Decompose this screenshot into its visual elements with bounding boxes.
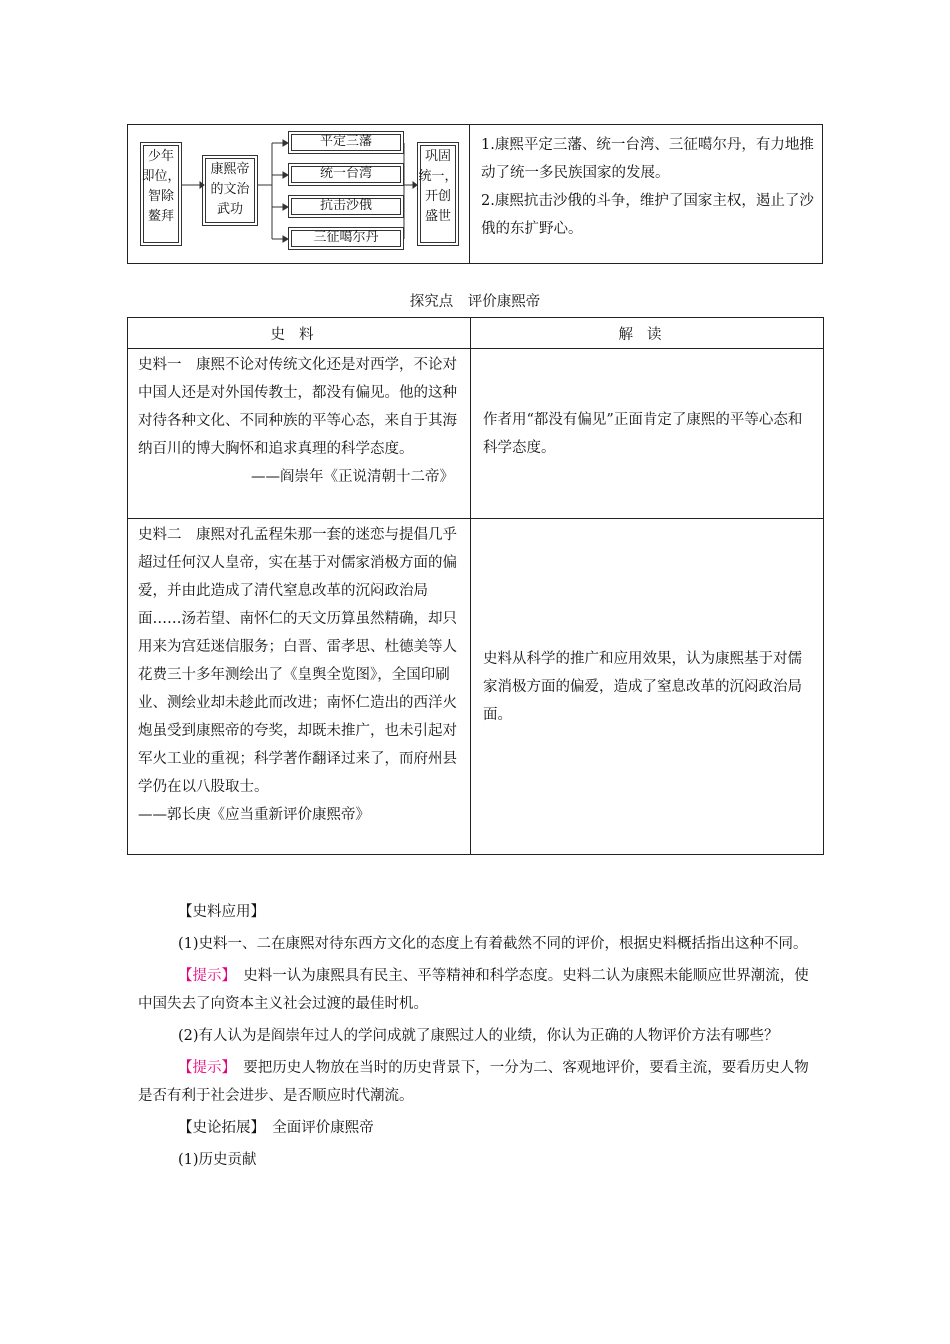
table-row [128,349,824,519]
flow-branch-4: 三征噶尔丹 [288,227,404,250]
table-header-row [128,318,824,349]
hint-label-2: 【提示】 [178,1060,229,1076]
flow-branch-1: 平定三藩 [288,131,404,154]
source-cell [128,349,471,519]
hint-text-1: 史料一认为康熙具有民主、平等精神和科学态度。史料二认为康熙未能顺应世界潮流，使中国失去了向资本主义社会过渡的最佳时机。 [138,968,809,1012]
flow-branch-3: 抗击沙俄 [288,195,404,218]
extension-line [138,1114,818,1142]
flow-middle-text: 康熙帝 的文治 武功 [210,162,250,217]
extension-topic: 全面评价康熙帝 [272,1120,374,1136]
question-2: (2)有人认为是阎崇年过人的学问成就了康熙过人的业绩，你认为正确的人物评价方法有哪些？ [178,1028,779,1044]
flow-box-end [417,142,459,246]
extension-heading: 【史论拓展】 [178,1120,258,1136]
section-title: 探究点 评价康熙帝 [409,294,541,310]
interpretation-cell [471,349,824,519]
hint-text-2: 要把历史人物放在当时的历史背景下，一分为二、客观地评价，要看主流，要看历史人物是否有利于社会进步、是否顺应时代潮流。 [138,1060,809,1104]
interpretation-text-2: 史料从科学的推广和应用效果，认为康熙基于对儒家消极方面的偏爱，造成了窒息改革的沉闷政治局面。 [483,650,802,723]
header-source: 史料 [128,318,471,349]
flow-end-text: 巩固 统一， 开创 盛世 [418,149,458,224]
summary-divider [469,125,470,263]
interpretation-text-1: 作者用“都没有偏见”正面肯定了康熙的平等心态和科学态度。 [483,411,803,456]
source-text-2: 史料二 康熙对孔孟程朱那一套的迷恋与提倡几乎超过任何汉人皇帝，实在基于对儒家消极方面的偏爱，并由此造成了清代窒息改革的沉闷政治局面……汤若望、南怀仁的天文历算虽然精确，却只用来为宫廷迷信服务；白晋、雷孝思、杜德美等人花费三十多年测绘出了《皇舆全览图》，全国印刷业、测绘业却未趁此而改进；南怀仁造出的西洋火炮虽受到康熙帝的夸奖，却既未推广，也未引起对军火工业的重视；科学著作翻译过来了，而府州县学仍在以八股取士。 [138,527,457,795]
hint-1 [138,962,818,1018]
source-citation-1: ——阎崇年《正说清朝十二帝》 [251,469,454,485]
source-cell [128,519,471,855]
summary-note-2: 2.康熙抗击沙俄的斗争，维护了国家主权，遏止了沙俄的东扩野心。 [481,193,814,237]
summary-notes [481,131,821,243]
hint-2 [138,1054,818,1110]
source-text-1: 史料一 康熙不论对传统文化还是对西学，不论对中国人还是对外国传教士，都没有偏见。他的这种对待各种文化、不同种族的平等心态，来自于其海纳百川的博大胸怀和追求真理的科学态度。 [138,357,457,457]
hint-label-1: 【提示】 [178,968,229,984]
summary-note-1: 1.康熙平定三藩、统一台湾、三征噶尔丹，有力地推动了统一多民族国家的发展。 [481,137,814,181]
application-heading: 【史料应用】 [178,904,265,920]
summary-table [127,124,823,264]
table-row [128,519,824,855]
source-citation-2: ——郭长庚《应当重新评价康熙帝》 [138,807,370,823]
question-1: (1)史料一、二在康熙对待东西方文化的态度上有着截然不同的评价，根据史料概括指出这种不同。 [178,936,808,952]
flow-start-text: 少年 即位， 智除 鳌拜 [141,149,181,224]
interpretation-cell [471,519,824,855]
header-interpretation: 解读 [471,318,824,349]
body-text [138,898,818,1174]
flow-branch-2: 统一台湾 [288,163,404,186]
extension-item-1: (1)历史贡献 [178,1152,257,1168]
source-table [127,317,824,855]
